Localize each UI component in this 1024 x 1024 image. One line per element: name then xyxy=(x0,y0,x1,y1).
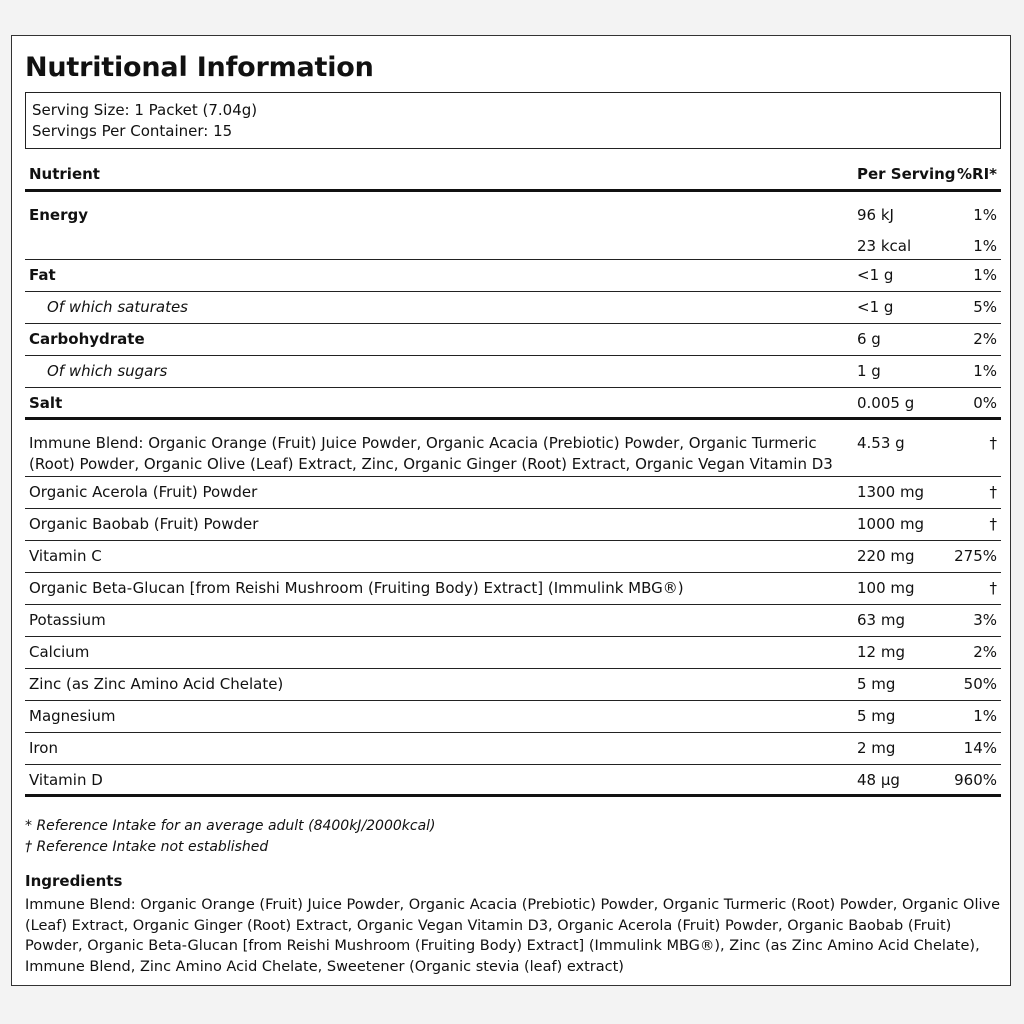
nutrient-ri: 1% xyxy=(973,362,997,380)
table-row xyxy=(25,260,1001,292)
nutrient-name: Immune Blend: Organic Orange (Fruit) Juice Powder, Organic Acacia (Prebiotic) Powder, Organic Turmeric (Root) Powder, Organic Olive (Leaf) Extract, Zinc, Organic Ginger (Root) Extract, Organic Vegan Vitamin D3 xyxy=(29,434,833,473)
header-ri: %RI* xyxy=(956,165,997,183)
nutrient-ri: 2% xyxy=(973,330,997,348)
nutrient-ri: 1% xyxy=(973,266,997,284)
nutrient-amount: 48 µg xyxy=(857,771,900,789)
nutrient-amount: 1300 mg xyxy=(857,483,925,501)
page-title: Nutritional Information xyxy=(25,52,374,83)
table-row xyxy=(25,356,1001,388)
nutrient-ri: 3% xyxy=(973,611,997,629)
footnote-dagger: † Reference Intake not established xyxy=(25,839,269,855)
table-row xyxy=(25,541,1001,573)
nutrient-name: Energy xyxy=(29,206,89,224)
table-row xyxy=(25,388,1001,420)
footnotes xyxy=(25,816,436,858)
nutrition-panel xyxy=(11,35,1011,986)
table-row xyxy=(25,733,1001,765)
nutrient-ri: † xyxy=(989,515,997,533)
nutrient-name: Iron xyxy=(29,739,58,757)
nutrient-name: Organic Acerola (Fruit) Powder xyxy=(29,483,258,501)
nutrient-amount: 12 mg xyxy=(857,643,905,661)
nutrient-ri: 50% xyxy=(963,675,997,693)
nutrient-amount: 1 g xyxy=(857,362,881,380)
nutrient-name: Of which sugars xyxy=(47,362,168,380)
nutrient-amount: 5 mg xyxy=(857,707,896,725)
ingredients-text: Immune Blend: Organic Orange (Fruit) Juice Powder, Organic Acacia (Prebiotic) Powder, Organic Turmeric (Root) Powder, Organic Olive (Leaf) Extract, Organic Ginger (Root) Extract, Organic Vegan Vitamin D3, Organic Acerola (Fruit) Powder, Organic Baobab (Fruit) Powder, Organic Beta-Glucan [from Reishi Mushroom (Fruiting Body) Extract] (Immulink MBG®), Zinc (as Zinc Amino Acid Chelate), Immune Blend, Zinc Amino Acid Chelate, Sweetener (Organic stevia (leaf) extract) xyxy=(25,897,1000,975)
table-row xyxy=(25,324,1001,356)
table-row xyxy=(25,637,1001,669)
nutrient-name: Carbohydrate xyxy=(29,330,145,348)
nutrition-table xyxy=(25,157,1001,797)
table-row xyxy=(25,605,1001,637)
nutrient-name: Organic Beta-Glucan [from Reishi Mushroom (Fruiting Body) Extract] (Immulink MBG®) xyxy=(29,579,684,597)
nutrient-ri: 5% xyxy=(973,298,997,316)
header-nutrient: Nutrient xyxy=(29,165,100,183)
table-row xyxy=(25,765,1001,797)
nutrient-amount: <1 g xyxy=(857,266,894,284)
nutrient-ri: 14% xyxy=(963,739,997,757)
nutrient-ri: † xyxy=(989,579,997,597)
table-row xyxy=(25,509,1001,541)
nutrient-name: Of which saturates xyxy=(47,298,188,316)
nutrient-amount: <1 g xyxy=(857,298,894,316)
nutrient-name: Vitamin D xyxy=(29,771,103,789)
nutrient-amount: 1000 mg xyxy=(857,515,925,533)
nutrient-amount: 2 mg xyxy=(857,739,896,757)
nutrient-ri: † xyxy=(989,483,997,501)
energy-kcal-ri: 1% xyxy=(973,237,997,255)
table-row xyxy=(25,701,1001,733)
ingredients-heading: Ingredients xyxy=(25,872,123,890)
nutrient-amount: 220 mg xyxy=(857,547,915,565)
header-per-serving: Per Serving xyxy=(857,165,956,183)
nutrient-amount: 0.005 g xyxy=(857,394,915,412)
table-row xyxy=(25,292,1001,324)
nutrient-amount: 6 g xyxy=(857,330,881,348)
nutrient-amount: 4.53 g xyxy=(857,434,905,452)
table-header xyxy=(25,157,1001,192)
nutrient-name: Salt xyxy=(29,394,63,412)
nutrient-name: Fat xyxy=(29,266,56,284)
serving-size: Serving Size: 1 Packet (7.04g) xyxy=(32,101,258,119)
nutrient-name: Potassium xyxy=(29,611,106,629)
serving-info-box xyxy=(25,92,1001,149)
energy-kj-ri: 1% xyxy=(973,206,997,224)
nutrient-ri: 2% xyxy=(973,643,997,661)
nutrient-name: Vitamin C xyxy=(29,547,102,565)
nutrient-ri: 0% xyxy=(973,394,997,412)
nutrient-amount: 63 mg xyxy=(857,611,905,629)
table-row-immune-blend xyxy=(25,420,1001,477)
table-row xyxy=(25,573,1001,605)
table-row-energy xyxy=(25,192,1001,260)
footnote-ri: * Reference Intake for an average adult (8400kJ/2000kcal) xyxy=(25,818,436,834)
energy-kcal: 23 kcal xyxy=(857,237,912,255)
energy-kj: 96 kJ xyxy=(857,206,894,224)
table-row xyxy=(25,669,1001,701)
nutrient-name: Organic Baobab (Fruit) Powder xyxy=(29,515,259,533)
nutrient-ri: † xyxy=(989,434,997,452)
nutrient-ri: 960% xyxy=(954,771,997,789)
nutrient-ri: 275% xyxy=(954,547,997,565)
nutrient-amount: 5 mg xyxy=(857,675,896,693)
table-row xyxy=(25,477,1001,509)
nutrient-ri: 1% xyxy=(973,707,997,725)
nutrient-name: Zinc (as Zinc Amino Acid Chelate) xyxy=(29,675,284,693)
nutrient-name: Magnesium xyxy=(29,707,116,725)
nutrient-amount: 100 mg xyxy=(857,579,915,597)
servings-per-container: Servings Per Container: 15 xyxy=(32,122,233,140)
nutrient-name: Calcium xyxy=(29,643,90,661)
